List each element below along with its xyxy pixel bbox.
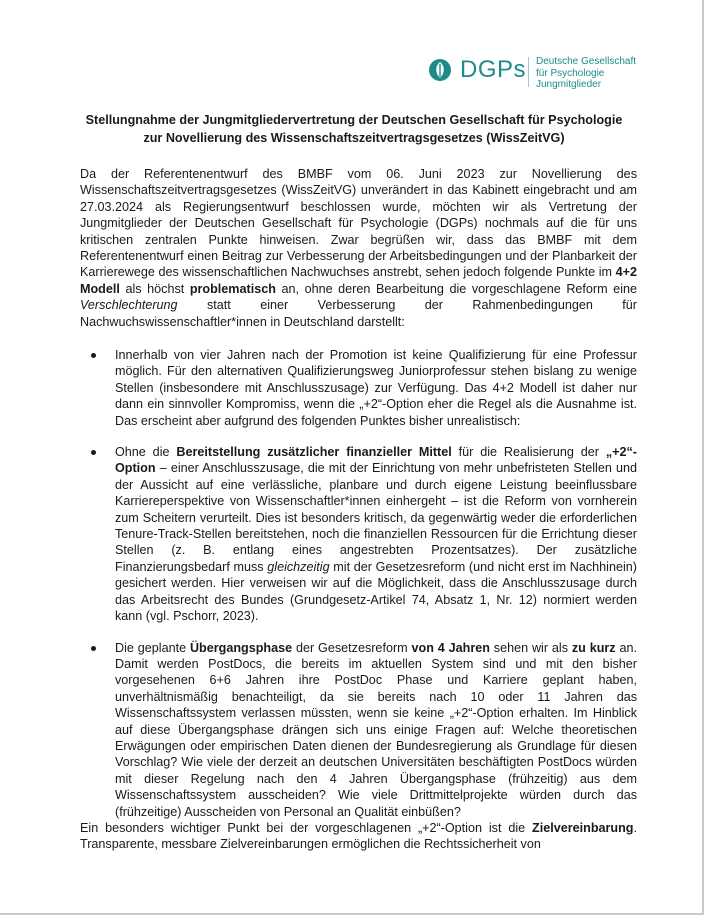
bullet-3-bold-1: Übergangsphase	[189, 640, 293, 655]
intro-bold-problematic: problematisch	[189, 281, 276, 296]
intro-text-3: an, ohne deren Bearbeitung die vorgeschlagene Reform eine	[275, 281, 637, 296]
bullet-3-bold-2: von 4 Jahren	[411, 640, 490, 655]
final-bold-target-agreement: Zielvereinbarung	[532, 821, 634, 835]
title-line-1: Stellungnahme der Jungmitgliedervertretung der Deutschen Gesellschaft für Psychologie	[85, 113, 623, 127]
title-line-2: zur Novellierung des Wissenschaftszeitvertragsgesetzes (WissZeitVG)	[143, 131, 565, 145]
bullet-dot-icon	[91, 450, 96, 455]
intro-paragraph	[80, 166, 637, 330]
logo-line-1: Deutsche Gesellschaft	[536, 56, 637, 67]
dgps-leaf-icon	[428, 58, 452, 82]
logo-subtitle	[536, 56, 636, 91]
bullet-2-text-1: Ohne die	[115, 445, 177, 460]
bullet-1-text: Innerhalb von vier Jahren nach der Promotion ist keine Qualifizierung für eine Professur möglich. Für den alternativen Qualifizierungsweg Juniorprofessur stehen bislang zu wenige Stellen (insbesondere mit Anschlusszusage) zur Verfügung. Das 4+2 Modell ist daher nur dann ein sinnvoller Kompromiss, wenn die „+2“-Option eher die Regel als die Ausnahme ist. Das erscheint aber aufgrund des folgenden Punktes bisher unrealistisch:	[115, 348, 637, 428]
logo-line-3: Jungmitglieder	[536, 79, 602, 90]
bullet-3-text-4: an. Damit werden PostDocs, die bereits im aktuellen System sind und mit den bisher vorgesehenen 6+6 Jahren ihre PostDoc Phase und Karriere geplant haben, unverhältnismäßig benachteiligt, da sie bereits nach 10 oder 11 Jahren das Wissenschaftssystem verlassen müssten, wenn sie keine „+2“-Option erhalten. Im Hinblick auf diese Übergangsphase drängen sich uns einige Fragen auf: Welche theoretischen Erwägungen oder empirischen Daten dienen der Bundesregierung als Grundlage für diesen Vorschlag? Wie viele der derzeit an deutschen Universitäten beschäftigten PostDocs würden mit dieser Regelung nach den 4 Jahren Übergangsphase (frühzeitig) aus dem Wissenschaftssystem ausscheiden? Wie viele Drittmittelprojekte würden durch das (frühzeitige) Ausscheiden von Personal an Qualität einbüßen?	[115, 640, 637, 819]
bullet-3-bold-3: zu kurz	[571, 640, 616, 655]
list-item	[80, 640, 637, 820]
bullet-2-text-4: mit der Gesetzesreform (und nicht erst im Nachhinein) gesichert werden. Hier verweisen wir auf die Möglichkeit, dass die Anschlusszusage durch das Arbeitsrecht des Bundes (Grundgesetz-Artikel 74, Absatz 1, Nr. 12) normiert werden kann (vgl. Pschorr, 2023).	[115, 559, 637, 624]
bullet-2-italic: gleichzeitig	[267, 559, 330, 574]
intro-italic-worsening: Verschlechterung	[80, 298, 178, 313]
bullet-2-bold-2: „+2“-Option	[115, 445, 637, 476]
final-text-2: . Transparente, messbare Zielvereinbarungen ermöglichen die Rechtssicherheit von	[80, 821, 637, 852]
bullet-dot-icon	[91, 353, 96, 358]
document-title	[80, 111, 628, 147]
bullet-3-text-1: Die geplante	[115, 640, 190, 655]
logo-separator	[528, 57, 529, 87]
bullet-list	[80, 347, 637, 835]
bullet-2-bold-1: Bereitstellung zusätzlicher finanzieller Mittel	[176, 445, 452, 460]
intro-bold-model: 4+2 Modell	[80, 265, 637, 296]
list-item	[80, 444, 637, 624]
bullet-3-text-2: der Gesetzesreform	[292, 640, 412, 655]
final-text-1: Ein besonders wichtiger Punkt bei der vorgeschlagenen „+2“-Option ist die	[80, 821, 533, 835]
intro-text-2: als höchst	[119, 281, 190, 296]
list-item	[80, 347, 637, 429]
intro-text-1: Da der Referentenentwurf des BMBF vom 06. Juni 2023 zur Novellierung des Wissenschaftszeitvertragsgesetzes (WissZeitVG) unverändert in das Kabinett eingebracht und am 27.03.2024 als Regierungsentwurf beschlossen wurde, möchten wir als Vertretung der Jungmitglieder der Deutschen Gesellschaft für Psychologie (DGPs) nochmals auf die für uns kritischen zentralen Punkte hinweisen. Zwar begrüßen wir, dass das BMBF mit dem Referentenentwurf einen Beitrag zur Verbesserung der Arbeitsbedingungen und der Planbarkeit der Karrierewege des wissenschaftlichen Nachwuchses anstrebt, sehen jedoch folgende Punkte im	[80, 167, 637, 280]
logo-wordmark: DGPs	[460, 56, 527, 83]
intro-text-4: statt einer Verbesserung der Rahmenbedingungen für Nachwuchswissenschaftler*innen in Deutschland darstellt:	[80, 298, 637, 329]
bullet-2-text-3: – einer Anschlusszusage, die mit der Einrichtung von mehr unbefristeten Stellen und der Aussicht auf eine verlässliche, planbare und durch eigene Leistung beeinflussbare Karriereperspektive von Wissenschaftler*innen einhergeht – ist die Reform von vornherein zum Scheitern verurteilt. Dies ist besonders kritisch, da gegenwärtig weder die erforderlichen Tenure-Track-Stellen bereitstehen, noch die finanziellen Ressourcen für die Errichtung dieser Stellen (z. B. entlang eines angestrebten Prozentsatzes). Der zusätzliche Finanzierungsbedarf muss	[115, 461, 637, 574]
dgps-logo	[428, 55, 638, 89]
logo-line-2: für Psychologie	[536, 67, 605, 79]
bullet-3-text-3: sehen wir als	[489, 640, 572, 655]
final-paragraph	[80, 820, 637, 853]
bullet-2-text-2: für die Realisierung der	[451, 445, 606, 460]
bullet-dot-icon	[91, 646, 96, 651]
